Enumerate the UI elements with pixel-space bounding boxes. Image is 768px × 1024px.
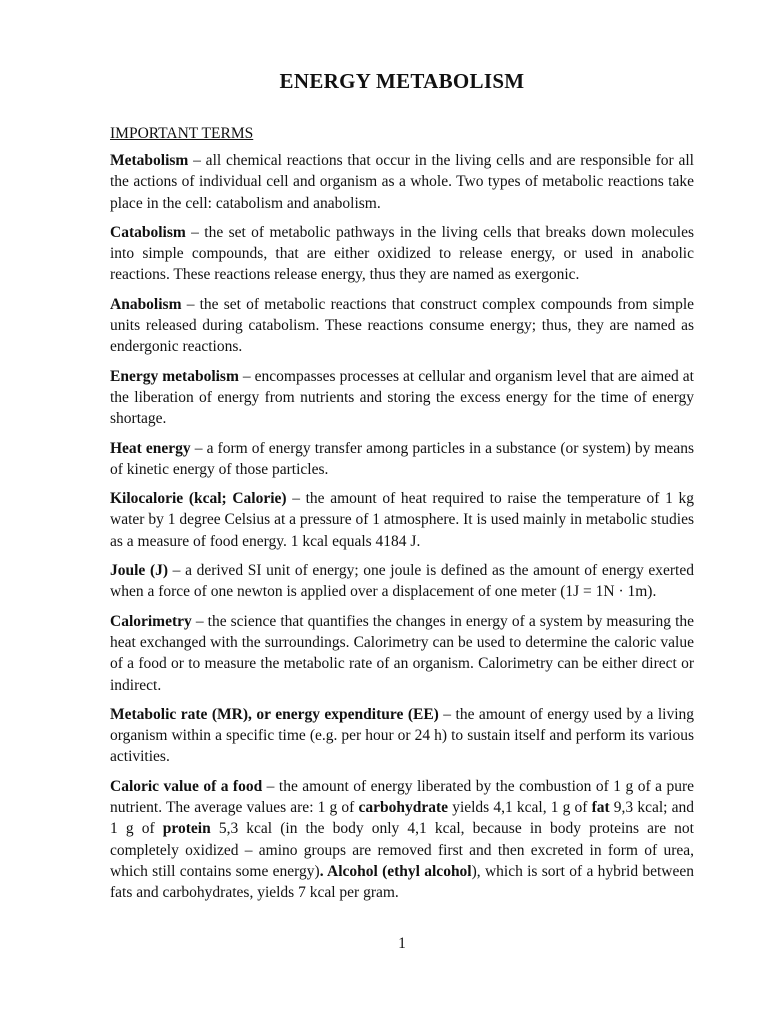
nutrient-protein: protein: [162, 820, 211, 838]
page-number: 1: [398, 935, 406, 952]
term-definition: 5,3 kcal (in the body only 4,1 kcal, because in body proteins are not completely oxidized – amino groups are removed first and then excreted in form of urea, which still contains some energy): [110, 820, 694, 880]
term-caloric-value: [110, 776, 694, 904]
term-label: Kilocalorie (kcal; Calorie): [110, 490, 287, 508]
term-heat-energy: [110, 438, 694, 481]
term-definition: – all chemical reactions that occur in the living cells and are responsible for all the actions of individual cell and organism as a whole. Two types of metabolic reactions take place in the cell: catabolism and anabolism.: [110, 152, 694, 212]
term-definition: – the amount of energy used by a living organism within a specific time (e.g. per hour or 24 h) to sustain itself and perform its various activities.: [110, 705, 694, 766]
term-metabolism: [110, 150, 694, 214]
section-heading: IMPORTANT TERMS: [110, 125, 254, 142]
term-definition: – a form of energy transfer among particles in a substance (or system) by means of kinetic energy of those particles.: [110, 439, 694, 478]
term-anabolism: [110, 294, 694, 358]
term-definition: – the set of metabolic pathways in the living cells that breaks down molecules into simple compounds, that are either oxidized to release energy, or used in anabolic reactions. These reactions release energy, thus they are named as exergonic.: [110, 223, 694, 284]
terms-list: [110, 150, 694, 912]
term-label: Joule (J): [110, 562, 169, 580]
term-definition: – the amount of heat required to raise the temperature of 1 kg water by 1 degree Celsius at a pressure of 1 atmosphere. It is used mainly in metabolic studies as a measure of food energy. 1 kcal equals 4184 J.: [110, 490, 694, 550]
term-metabolic-rate: [110, 704, 694, 768]
term-calorimetry: [110, 611, 694, 696]
nutrient-fat: fat: [591, 799, 610, 817]
term-definition: 9,3 kcal; and 1 g of: [110, 799, 694, 838]
term-label: Anabolism: [110, 295, 182, 313]
term-definition: yields 4,1 kcal, 1 g of: [448, 799, 592, 817]
term-label: Metabolic rate (MR), or energy expenditure (EE): [110, 705, 439, 723]
term-definition: – encompasses processes at cellular and organism level that are aimed at the liberation of energy from nutrients and storing the excess energy for the time of energy shortage.: [110, 367, 694, 428]
term-definition: ), which is sort of a hybrid between fats and carbohydrates, yields 7 kcal per gram.: [110, 862, 695, 902]
term-label: Catabolism: [110, 223, 186, 241]
nutrient-carbohydrate: carbohydrate: [358, 799, 449, 817]
term-label: Energy metabolism: [110, 367, 239, 385]
term-definition: – a derived SI unit of energy; one joule is defined as the amount of energy exerted when a force of one newton is applied over a displacement of one meter (1J = 1N · 1m).: [110, 562, 694, 601]
term-joule: [110, 560, 694, 603]
term-label: Metabolism: [110, 152, 189, 169]
term-kilocalorie: [110, 488, 694, 552]
term-energy-metabolism: [110, 366, 694, 430]
term-definition: – the amount of energy liberated by the combustion of 1 g of a pure nutrient. The average values are: 1 g of: [110, 777, 694, 817]
nutrient-alcohol: . Alcohol (ethyl alcohol: [319, 862, 472, 880]
term-definition: – the set of metabolic reactions that construct complex compounds from simple units released during catabolism. These reactions consume energy; thus, they are named as endergonic reactions.: [110, 295, 694, 356]
term-label: Caloric value of a food: [110, 777, 263, 795]
term-label: Calorimetry: [110, 612, 192, 630]
term-definition: – the science that quantifies the changes in energy of a system by measuring the heat exchanged with the surroundings. Calorimetry can be used to determine the caloric value of a food or to measure the metabolic rate of an organism. Calorimetry can be either direct or indirect.: [110, 612, 694, 694]
page-title: ENERGY METABOLISM: [279, 69, 525, 93]
term-label: Heat energy: [110, 439, 191, 457]
term-catabolism: [110, 222, 694, 286]
